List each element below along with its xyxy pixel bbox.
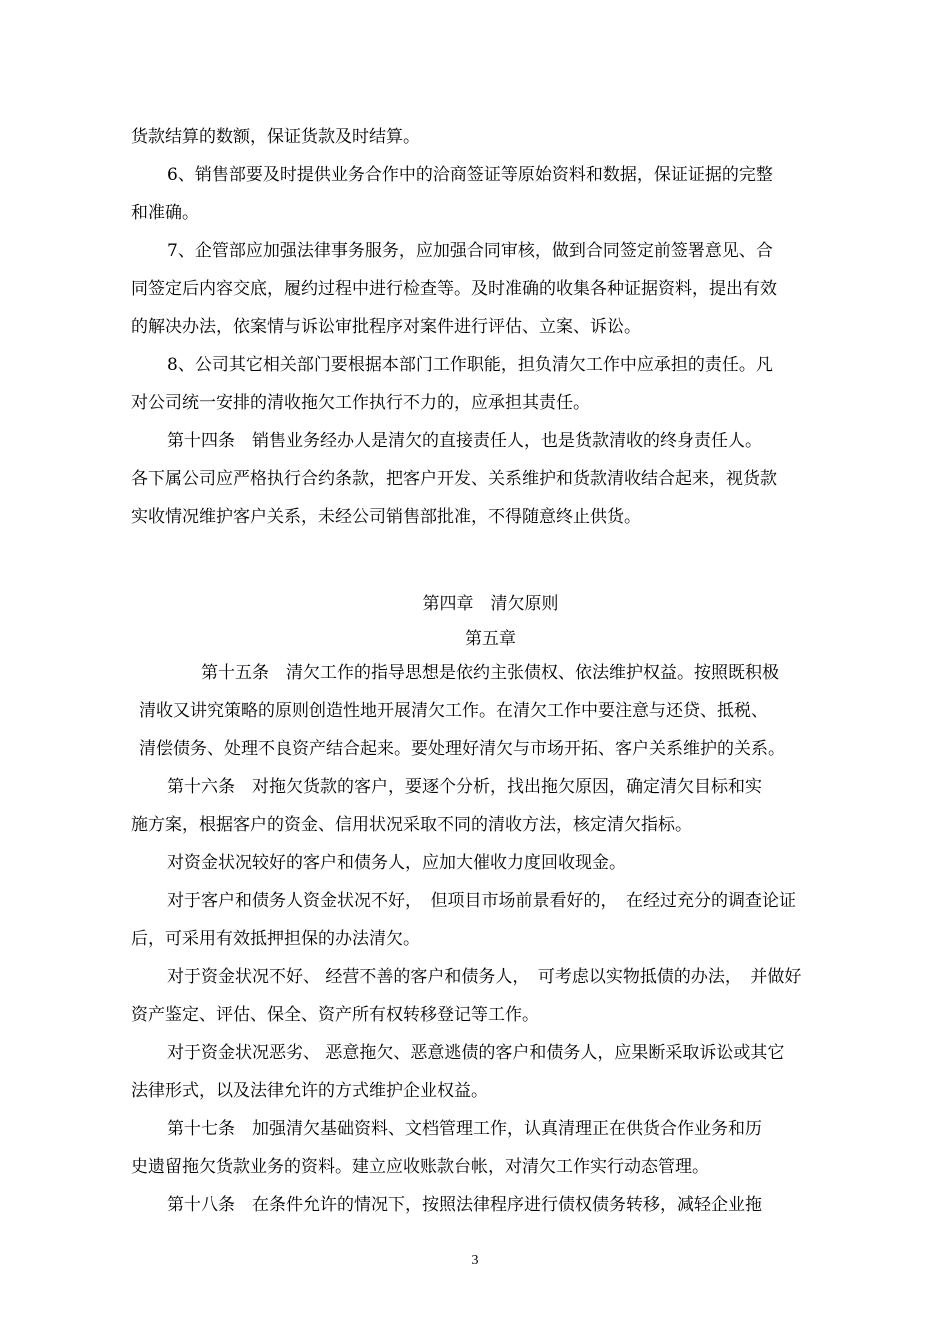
text-line: 第十七条 加强清欠基础资料、文档管理工作，认真清理正在供货合作业务和历: [167, 1119, 762, 1139]
text-line: 货款结算的数额，保证货款及时结算。: [131, 127, 420, 147]
text-line: 8、公司其它相关部门要根据本部门工作职能，担负清欠工作中应承担的责任。凡: [167, 355, 773, 375]
text-line: 实收情况维护客户关系，未经公司销售部批准，不得随意终止供货。: [131, 507, 641, 527]
text-line: 的解决办法，依案情与诉讼审批程序对案件进行评估、立案、诉讼。: [131, 317, 641, 337]
text-line: 对资金状况较好的客户和债务人，应加大催收力度回收现金。: [167, 853, 626, 873]
text-line: 对于客户和债务人资金状况不好， 但项目市场前景看好的， 在经过充分的调查论证: [167, 891, 796, 911]
text-line: 法律形式，以及法律允许的方式维护企业权益。: [131, 1081, 488, 1101]
body-text-section-2: [131, 654, 850, 1224]
text-line: 第十五条 清欠工作的指导思想是依约主张债权、依法维护权益。按照既积极: [201, 663, 779, 683]
text-line: 清收又讲究策略的原则创造性地开展清欠工作。在清欠工作中要注意与还贷、抵税、: [139, 701, 768, 721]
text-line: 6、销售部要及时提供业务合作中的洽商签证等原始资料和数据，保证证据的完整: [167, 165, 773, 185]
chapter-subheading: 第五章: [465, 629, 516, 649]
text-line: 7、企管部应加强法律事务服务，应加强合同审核，做到合同签定前签署意见、合: [167, 241, 773, 261]
text-line: 第十四条 销售业务经办人是清欠的直接责任人，也是货款清收的终身责任人。: [167, 431, 762, 451]
text-line: 和准确。: [131, 203, 199, 223]
chapter-heading: 第四章 清欠原则: [422, 594, 559, 614]
text-line: 对于资金状况不好、 经营不善的客户和债务人， 可考虑以实物抵债的办法， 并做好: [167, 967, 802, 987]
text-line: 史遗留拖欠货款业务的资料。建立应收账款台帐，对清欠工作实行动态管理。: [131, 1157, 709, 1177]
text-line: 对公司统一安排的清收拖欠工作执行不力的，应承担其责任。: [131, 393, 590, 413]
text-line: 同签定后内容交底，履约过程中进行检查等。及时准确的收集各种证据资料，提出有效: [131, 279, 777, 299]
text-line: 后，可采用有效抵押担保的办法清欠。: [131, 929, 420, 949]
text-line: 资产鉴定、评估、保全、资产所有权转移登记等工作。: [131, 1005, 539, 1025]
body-text-section-1: [131, 118, 850, 536]
text-line: 清偿债务、处理不良资产结合起来。要处理好清欠与市场开拓、客户关系维护的关系。: [139, 739, 785, 759]
text-line: 对于资金状况恶劣、 恶意拖欠、恶意逃债的客户和债务人，应果断采取诉讼或其它: [167, 1043, 785, 1063]
text-line: 各下属公司应严格执行合约条款，把客户开发、关系维护和货款清收结合起来，视货款: [131, 469, 777, 489]
page-number: 3: [471, 1253, 479, 1268]
text-line: 第十八条 在条件允许的情况下，按照法律程序进行债权债务转移，减轻企业拖: [167, 1195, 762, 1215]
text-line: 第十六条 对拖欠货款的客户，要逐个分析，找出拖欠原因，确定清欠目标和实: [167, 777, 762, 797]
text-line: 施方案，根据客户的资金、信用状况采取不同的清收方法，核定清欠指标。: [131, 815, 692, 835]
